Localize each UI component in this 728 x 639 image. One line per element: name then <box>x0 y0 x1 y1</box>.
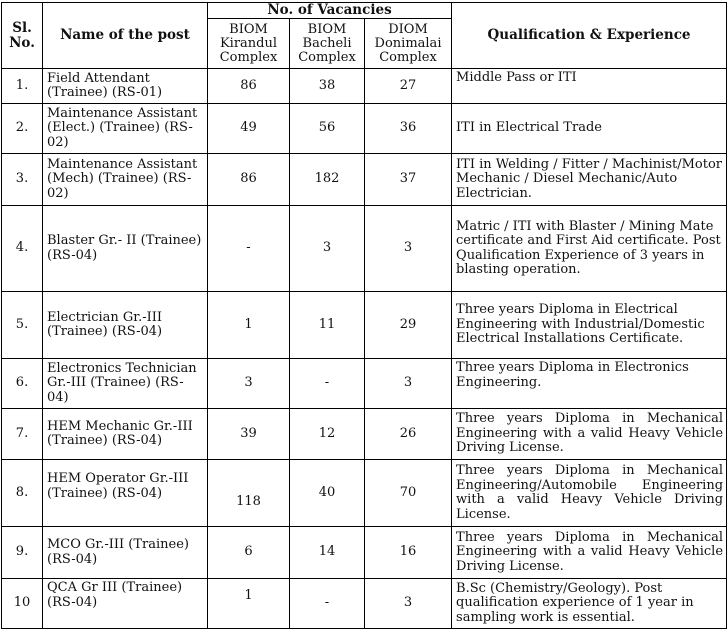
post-name-header: Name of the post <box>43 3 208 69</box>
kirandul-vacancy-cell: 39 <box>208 409 290 460</box>
table-row <box>2 460 727 527</box>
kirandul-complex-header: BIOM Kirandul Complex <box>208 19 290 69</box>
kirandul-vacancy-cell: 49 <box>208 104 290 154</box>
vacancies-header: No. of Vacancies <box>208 3 452 19</box>
kirandul-vacancy-cell: 86 <box>208 69 290 104</box>
donimalai-vacancy-cell: 29 <box>365 292 452 359</box>
post-name-cell: QCA Gr III (Trainee) (RS-04) <box>43 579 208 629</box>
sl-no-cell: 2. <box>2 104 43 154</box>
kirandul-vacancy-cell: 3 <box>208 359 290 409</box>
sl-no-cell: 7. <box>2 409 43 460</box>
post-name-cell: MCO Gr.-III (Trainee) (RS-04) <box>43 527 208 579</box>
table-row <box>2 69 727 104</box>
table-row <box>2 292 727 359</box>
table-row <box>2 359 727 409</box>
qualification-cell: ITI in Electrical Trade <box>452 104 727 154</box>
post-name-cell: HEM Operator Gr.-III (Trainee) (RS-04) <box>43 460 208 527</box>
post-name-cell: Field Attendant (Trainee) (RS-01) <box>43 69 208 104</box>
vacancy-table <box>1 2 727 629</box>
kirandul-vacancy-cell: - <box>208 206 290 292</box>
kirandul-vacancy-cell: 86 <box>208 154 290 206</box>
bacheli-complex-header: BIOM Bacheli Complex <box>290 19 365 69</box>
bacheli-vacancy-cell: 12 <box>290 409 365 460</box>
qualification-cell: Matric / ITI with Blaster / Mining Mate certificate and First Aid certificate. Post Qualification Experience of 3 years in blasting operation. <box>452 206 727 292</box>
qualification-cell: Three years Diploma in Mechanical Engineering with a valid Heavy Vehicle Driving License. <box>452 409 727 460</box>
donimalai-vacancy-cell: 16 <box>365 527 452 579</box>
post-name-cell: Maintenance Assistant (Mech) (Trainee) (RS-02) <box>43 154 208 206</box>
post-name-cell: Electronics Technician Gr.-III (Trainee) (RS-04) <box>43 359 208 409</box>
donimalai-vacancy-cell: 70 <box>365 460 452 527</box>
bacheli-vacancy-cell: 3 <box>290 206 365 292</box>
bacheli-vacancy-cell: 40 <box>290 460 365 527</box>
sl-no-cell: 4. <box>2 206 43 292</box>
qualification-cell: Three years Diploma in Electronics Engineering. <box>452 359 727 409</box>
kirandul-vacancy-cell: 118 <box>208 460 290 527</box>
post-name-cell: HEM Mechanic Gr.-III (Trainee) (RS-04) <box>43 409 208 460</box>
kirandul-vacancy-cell: 1 <box>208 579 290 629</box>
sl-no-cell: 5. <box>2 292 43 359</box>
donimalai-vacancy-cell: 27 <box>365 69 452 104</box>
table-row <box>2 206 727 292</box>
qualification-cell: B.Sc (Chemistry/Geology). Post qualification experience of 1 year in sampling work is essential. <box>452 579 727 629</box>
sl-no-cell: 9. <box>2 527 43 579</box>
sl-no-cell: 10 <box>2 579 43 629</box>
donimalai-vacancy-cell: 37 <box>365 154 452 206</box>
bacheli-vacancy-cell: 38 <box>290 69 365 104</box>
sl-no-header: Sl. No. <box>2 3 43 69</box>
sl-no-cell: 1. <box>2 69 43 104</box>
donimalai-vacancy-cell: 3 <box>365 579 452 629</box>
qualification-cell: Three years Diploma in Electrical Engineering with Industrial/Domestic Electrical Installations Certificate. <box>452 292 727 359</box>
qualification-cell: Three years Diploma in Mechanical Engineering with a valid Heavy Vehicle Driving License. <box>452 527 727 579</box>
table-row <box>2 579 727 629</box>
bacheli-vacancy-cell: 14 <box>290 527 365 579</box>
donimalai-vacancy-cell: 26 <box>365 409 452 460</box>
donimalai-vacancy-cell: 3 <box>365 359 452 409</box>
post-name-cell: Electrician Gr.-III (Trainee) (RS-04) <box>43 292 208 359</box>
post-name-cell: Blaster Gr.- II (Trainee) (RS-04) <box>43 206 208 292</box>
table-row <box>2 527 727 579</box>
sl-no-cell: 3. <box>2 154 43 206</box>
table-row <box>2 154 727 206</box>
qualification-cell: ITI in Welding / Fitter / Machinist/Motor Mechanic / Diesel Mechanic/Auto Electrician. <box>452 154 727 206</box>
kirandul-vacancy-cell: 1 <box>208 292 290 359</box>
donimalai-vacancy-cell: 36 <box>365 104 452 154</box>
table-row <box>2 409 727 460</box>
bacheli-vacancy-cell: 182 <box>290 154 365 206</box>
sl-no-cell: 6. <box>2 359 43 409</box>
bacheli-vacancy-cell: 11 <box>290 292 365 359</box>
qualification-header: Qualification & Experience <box>452 3 727 69</box>
donimalai-vacancy-cell: 3 <box>365 206 452 292</box>
bacheli-vacancy-cell: - <box>290 579 365 629</box>
qualification-cell: Three years Diploma in Mechanical Engineering/Automobile Engineering with a valid Heavy Vehicle Driving License. <box>452 460 727 527</box>
post-name-cell: Maintenance Assistant (Elect.) (Trainee) (RS-02) <box>43 104 208 154</box>
kirandul-vacancy-cell: 6 <box>208 527 290 579</box>
bacheli-vacancy-cell: - <box>290 359 365 409</box>
sl-no-cell: 8. <box>2 460 43 527</box>
qualification-cell: Middle Pass or ITI <box>452 69 727 104</box>
donimalai-complex-header: DIOM Donimalai Complex <box>365 19 452 69</box>
bacheli-vacancy-cell: 56 <box>290 104 365 154</box>
table-row <box>2 104 727 154</box>
